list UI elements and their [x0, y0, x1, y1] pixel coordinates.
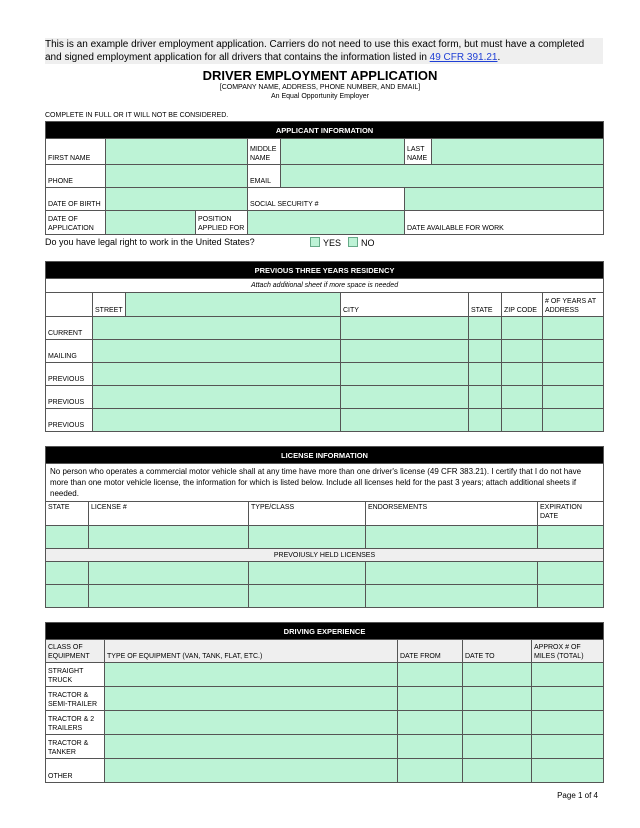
equipment-type-field[interactable]: [105, 735, 398, 759]
license-state-field[interactable]: [46, 526, 89, 549]
ssn-field[interactable]: [405, 188, 604, 211]
license-type-field[interactable]: [249, 526, 366, 549]
driving-row: [46, 759, 604, 783]
no-option[interactable]: [348, 237, 375, 248]
date-from-col-header: DATE FROM: [398, 640, 463, 663]
license-table: [45, 446, 604, 608]
driving-header: DRIVING EXPERIENCE: [46, 623, 604, 640]
phone-label: PHONE: [46, 165, 106, 188]
date-from-field[interactable]: [398, 711, 463, 735]
city-field[interactable]: [341, 317, 469, 340]
dob-field[interactable]: [106, 188, 248, 211]
license-endorsements-field[interactable]: [366, 526, 538, 549]
license-type-field[interactable]: [249, 585, 366, 608]
date-to-field[interactable]: [463, 663, 532, 687]
residency-table: [45, 261, 604, 432]
state-field[interactable]: [469, 363, 502, 386]
miles-field[interactable]: [532, 711, 604, 735]
state-col-header: STATE: [46, 502, 89, 526]
equipment-type-field[interactable]: [105, 759, 398, 783]
driving-row: [46, 663, 604, 687]
miles-col-header: APPROX # OF MILES (TOTAL): [532, 640, 604, 663]
yes-option[interactable]: [310, 237, 341, 248]
row-label: PREVIOUS: [46, 409, 93, 432]
city-col-header: CITY: [341, 293, 469, 317]
residency-row: [46, 317, 604, 340]
email-label: EMAIL: [248, 165, 281, 188]
street-field[interactable]: [93, 409, 341, 432]
applicant-header: APPLICANT INFORMATION: [46, 122, 604, 139]
driving-table: [45, 622, 604, 783]
position-field[interactable]: [248, 211, 405, 235]
email-field[interactable]: [281, 165, 604, 188]
complete-note: COMPLETE IN FULL OR IT WILL NOT BE CONSIDERED.: [45, 112, 229, 119]
license-number-field[interactable]: [89, 585, 249, 608]
yes-label: YES: [323, 238, 342, 248]
zip-field[interactable]: [502, 340, 543, 363]
license-type-field[interactable]: [249, 562, 366, 585]
residency-note: Attach additional sheet if more space is needed: [46, 279, 604, 293]
license-number-field[interactable]: [89, 562, 249, 585]
endorsements-col-header: ENDORSEMENTS: [366, 502, 538, 526]
expiration-col-header: EXPIRATION DATE: [538, 502, 604, 526]
application-date-label: DATE OF APPLICATION: [46, 211, 106, 235]
license-row: [46, 562, 604, 585]
state-field[interactable]: [469, 340, 502, 363]
city-field[interactable]: [341, 409, 469, 432]
application-date-field[interactable]: [106, 211, 196, 235]
street-field[interactable]: [93, 317, 341, 340]
zip-field[interactable]: [502, 317, 543, 340]
zip-col-header: ZIP CODE: [502, 293, 543, 317]
row-label: PREVIOUS: [46, 386, 93, 409]
city-field[interactable]: [341, 386, 469, 409]
last-name-label: LAST NAME: [405, 139, 432, 165]
date-to-field[interactable]: [463, 711, 532, 735]
license-statement: No person who operates a commercial motor vehicle shall at any time have more than one driver's license (49 CFR 383.21). I certify that I do not have more than one motor vehicle license, the information for which is listed below. Include all licenses held for the past 3 years; attach additional sheets if needed.: [46, 464, 604, 502]
miles-field[interactable]: [532, 759, 604, 783]
intro-notice: [45, 38, 603, 64]
years-col-header: # OF YEARS AT ADDRESS: [543, 293, 604, 317]
city-field[interactable]: [341, 340, 469, 363]
row-label: STRAIGHT TRUCK: [46, 663, 105, 687]
license-endorsements-field[interactable]: [366, 585, 538, 608]
row-label: TRACTOR & 2 TRAILERS: [46, 711, 105, 735]
license-row: [46, 526, 604, 549]
zip-field[interactable]: [502, 409, 543, 432]
date-to-field[interactable]: [463, 735, 532, 759]
date-from-field[interactable]: [398, 663, 463, 687]
state-field[interactable]: [469, 317, 502, 340]
equipment-type-field[interactable]: [105, 711, 398, 735]
years-field[interactable]: [543, 340, 604, 363]
years-field[interactable]: [543, 409, 604, 432]
state-col-header: STATE: [469, 293, 502, 317]
type-class-col-header: TYPE/CLASS: [249, 502, 366, 526]
row-label: CURRENT: [46, 317, 93, 340]
ssn-label: SOCIAL SECURITY #: [248, 188, 405, 211]
no-checkbox[interactable]: [348, 237, 358, 247]
license-state-field[interactable]: [46, 585, 89, 608]
state-field[interactable]: [469, 386, 502, 409]
driving-row: [46, 687, 604, 711]
zip-field[interactable]: [502, 363, 543, 386]
middle-name-label: MIDDLE NAME: [248, 139, 281, 165]
intro-notice-end: .: [497, 52, 501, 63]
middle-name-field[interactable]: [281, 139, 405, 165]
street-col-header: STREET: [93, 293, 126, 317]
miles-field[interactable]: [532, 735, 604, 759]
first-name-label: FIRST NAME: [46, 139, 106, 165]
years-field[interactable]: [543, 363, 604, 386]
eoe-statement: An Equal Opportunity Employer: [270, 93, 370, 100]
date-to-field[interactable]: [463, 759, 532, 783]
residency-header-fill: [126, 293, 341, 317]
license-state-field[interactable]: [46, 562, 89, 585]
miles-field[interactable]: [532, 663, 604, 687]
class-col-header: CLASS OF EQUIPMENT: [46, 640, 105, 663]
residency-row: [46, 363, 604, 386]
residency-header: PREVIOUS THREE YEARS RESIDENCY: [46, 262, 604, 279]
applicant-table: [45, 121, 604, 235]
license-no-col-header: LICENSE #: [89, 502, 249, 526]
row-label: TRACTOR & SEMI-TRAILER: [46, 687, 105, 711]
license-header: LICENSE INFORMATION: [46, 447, 604, 464]
yes-checkbox[interactable]: [310, 237, 320, 247]
license-number-field[interactable]: [89, 526, 249, 549]
years-field[interactable]: [543, 317, 604, 340]
phone-field[interactable]: [106, 165, 248, 188]
date-from-field[interactable]: [398, 759, 463, 783]
previous-licenses-header: PREVOIUSLY HELD LICENSES: [46, 549, 604, 562]
state-field[interactable]: [469, 409, 502, 432]
driving-row: [46, 735, 604, 759]
page-number: Page 1 of 4: [557, 791, 598, 800]
license-expiration-field[interactable]: [538, 526, 604, 549]
residency-row: [46, 386, 604, 409]
driving-row: [46, 711, 604, 735]
legal-right-question: Do you have legal right to work in the United States?: [45, 237, 255, 247]
equipment-type-field[interactable]: [105, 687, 398, 711]
years-field[interactable]: [543, 386, 604, 409]
company-placeholder: [COMPANY NAME, ADDRESS, PHONE NUMBER, AND EMAIL]: [219, 84, 421, 91]
license-row: [46, 585, 604, 608]
dob-label: DATE OF BIRTH: [46, 188, 106, 211]
license-endorsements-field[interactable]: [366, 562, 538, 585]
date-from-field[interactable]: [398, 687, 463, 711]
date-to-field[interactable]: [463, 687, 532, 711]
row-label: PREVIOUS: [46, 363, 93, 386]
intro-notice-text: This is an example driver employment application. Carriers do not need to use this exact form, but must have a completed and signed employment application for all drivers that contains the information listed in: [45, 39, 585, 63]
street-field[interactable]: [93, 340, 341, 363]
row-label: OTHER: [46, 759, 105, 783]
residency-blank-header: [46, 293, 93, 317]
date-available-label: DATE AVAILABLE FOR WORK: [405, 211, 604, 235]
cfr-link[interactable]: 49 CFR 391.21: [429, 52, 498, 63]
zip-field[interactable]: [502, 386, 543, 409]
page-title: DRIVER EMPLOYMENT APPLICATION: [202, 68, 438, 83]
street-field[interactable]: [93, 386, 341, 409]
residency-row: [46, 409, 604, 432]
type-col-header: TYPE OF EQUIPMENT (VAN, TANK, FLAT, ETC.): [105, 640, 398, 663]
license-expiration-field[interactable]: [538, 585, 604, 608]
residency-row: [46, 340, 604, 363]
position-label: POSITION APPLIED FOR: [196, 211, 248, 235]
row-label: TRACTOR & TANKER: [46, 735, 105, 759]
date-from-field[interactable]: [398, 735, 463, 759]
row-label: MAILING: [46, 340, 93, 363]
city-field[interactable]: [341, 363, 469, 386]
miles-field[interactable]: [532, 687, 604, 711]
equipment-type-field[interactable]: [105, 663, 398, 687]
first-name-field[interactable]: [106, 139, 248, 165]
street-field[interactable]: [93, 363, 341, 386]
license-expiration-field[interactable]: [538, 562, 604, 585]
last-name-field[interactable]: [432, 139, 604, 165]
date-to-col-header: DATE TO: [463, 640, 532, 663]
no-label: NO: [361, 238, 375, 248]
